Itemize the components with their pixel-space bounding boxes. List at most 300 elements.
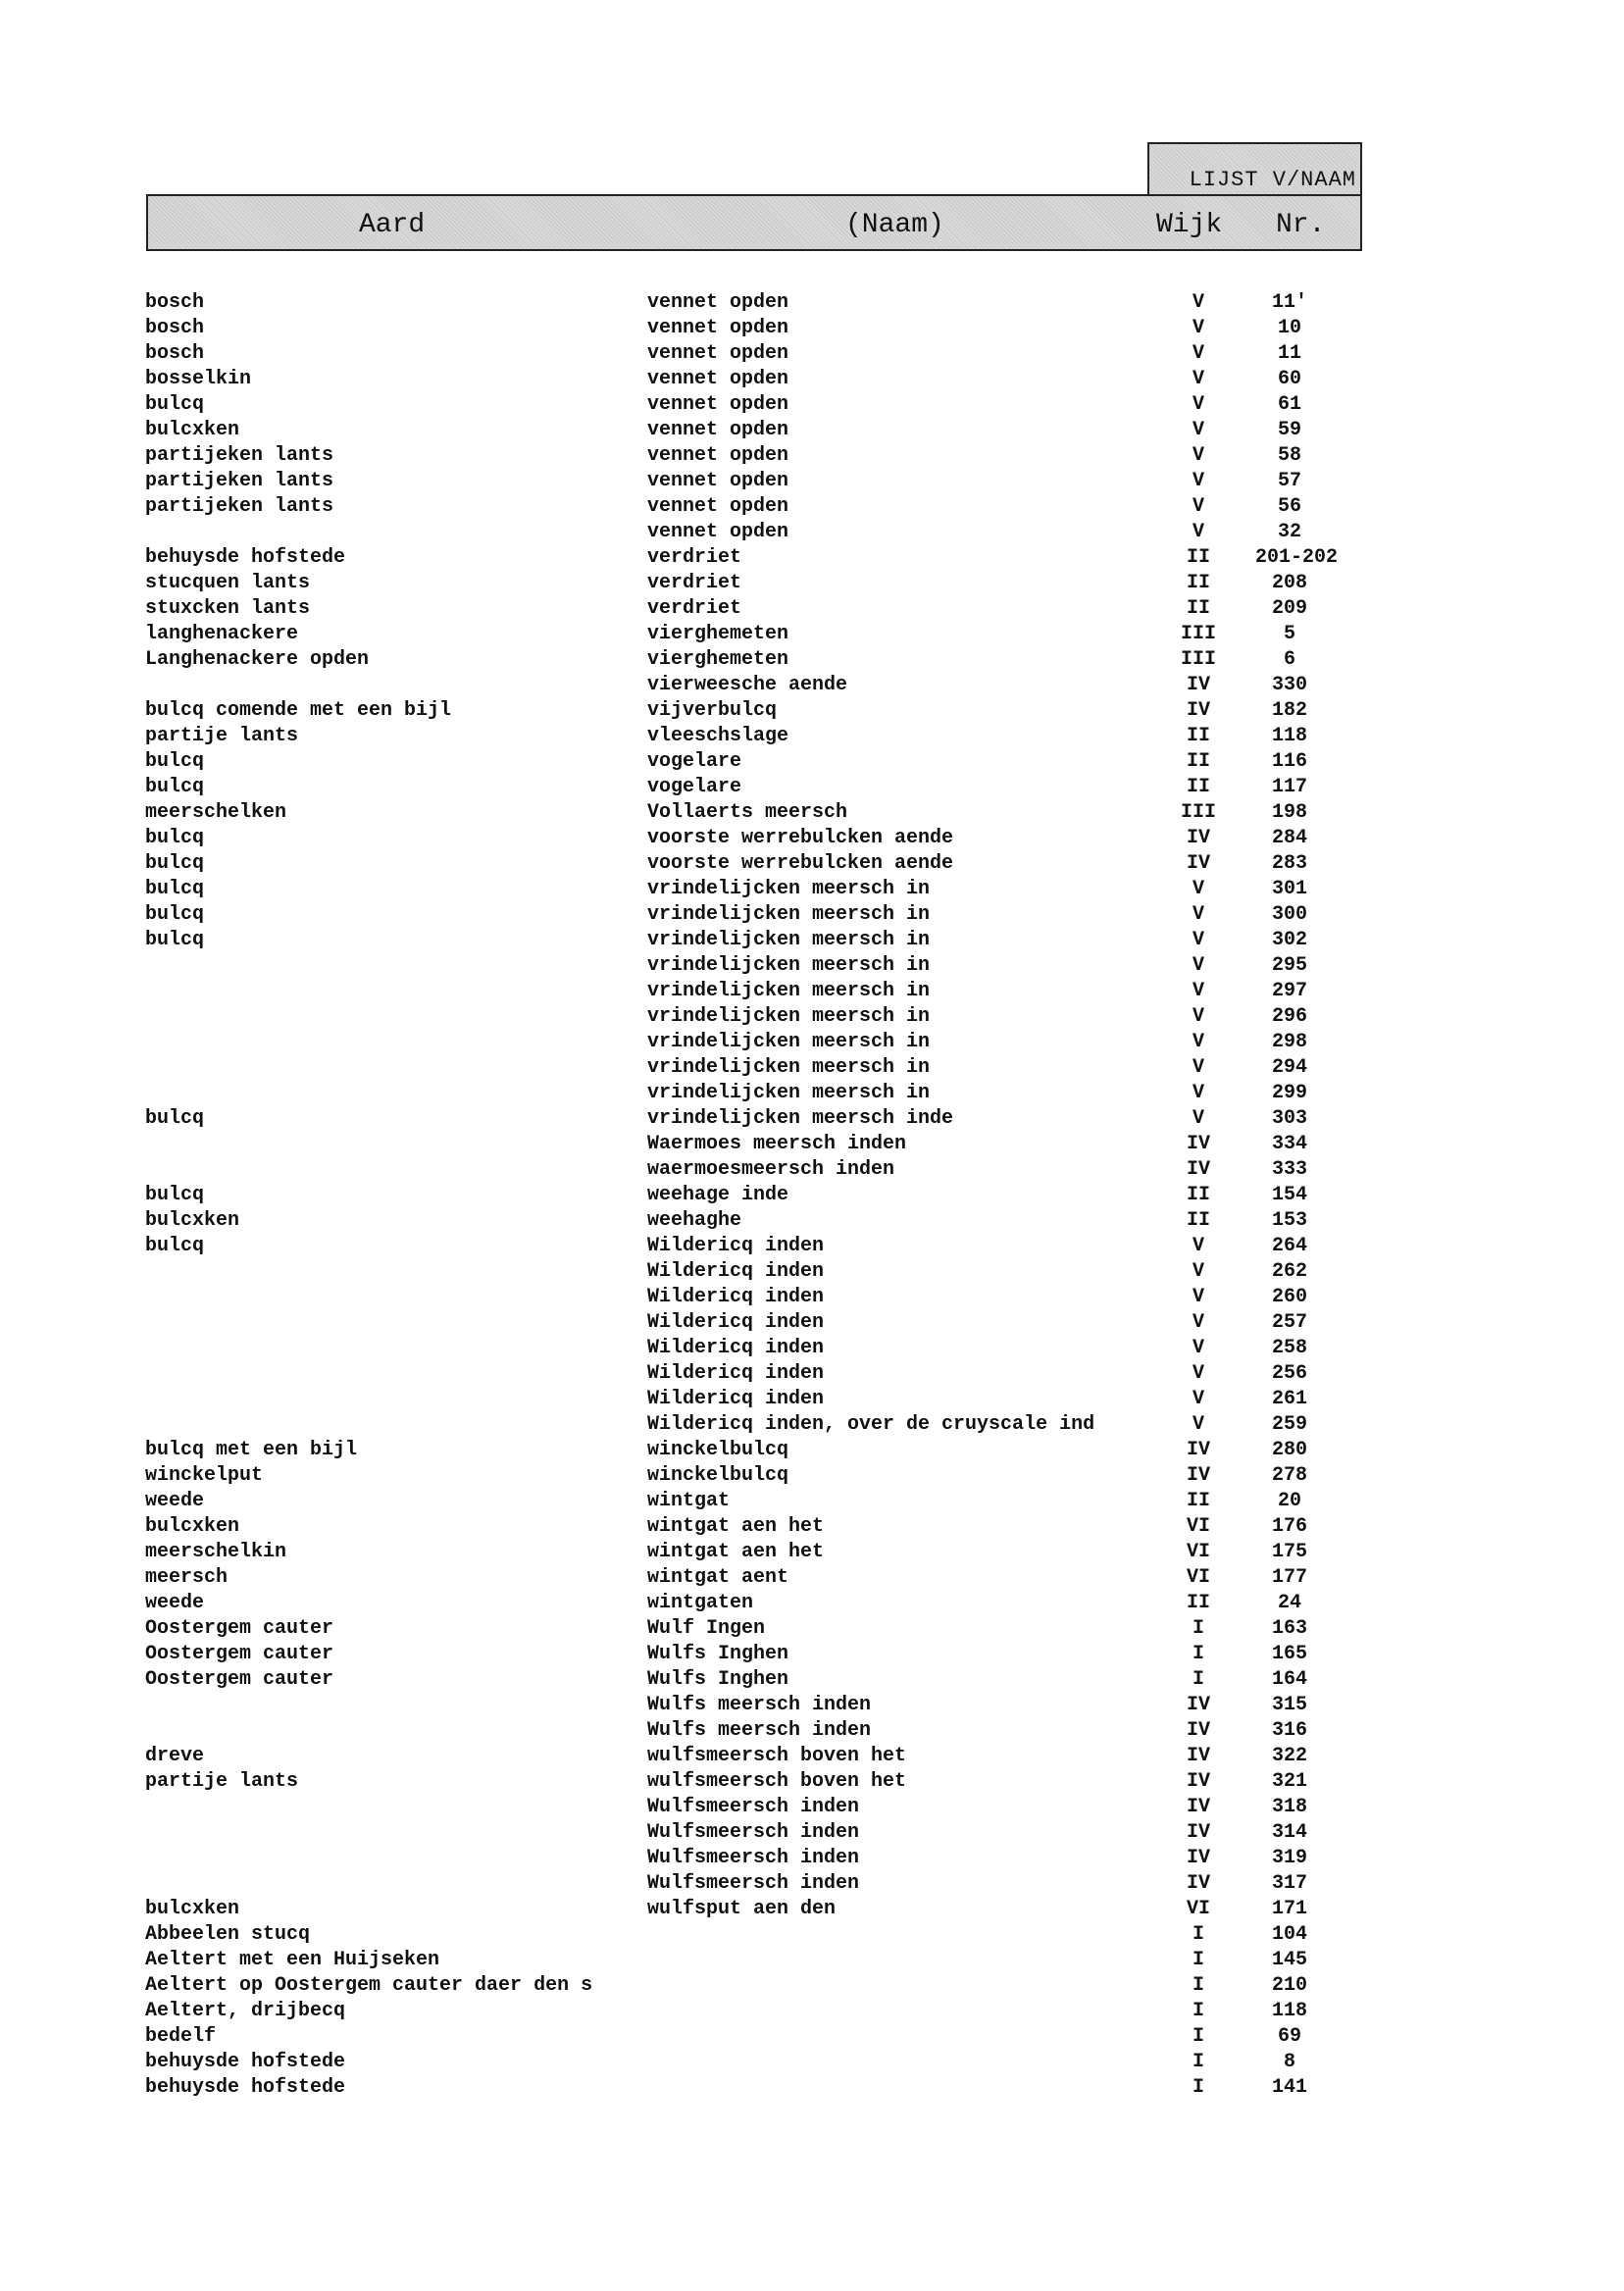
cell-naam: vennet opden [647,368,789,390]
table-row [0,443,1624,469]
cell-wijk: IV [1186,1847,1210,1869]
cell-nr: 59 [1277,419,1301,441]
cell-wijk: IV [1186,1133,1210,1155]
cell-naam: vennet opden [647,470,789,492]
table-row [0,1667,1624,1693]
cell-wijk: V [1192,1107,1204,1130]
cell-nr: 145 [1271,1949,1307,1971]
cell-naam: Waermoes meersch inden [647,1133,907,1155]
table-row [0,902,1624,928]
cell-naam: winckelbulcq [647,1464,789,1487]
cell-wijk: V [1192,1413,1204,1436]
cell-wijk: II [1186,597,1210,620]
cell-nr: 300 [1271,903,1307,926]
table-row [0,673,1624,698]
cell-naam: verdriet [647,546,742,569]
table-row [0,469,1624,494]
cell-naam: weehaghe [647,1209,742,1232]
table-row [0,571,1624,596]
cell-naam: Wulfsmeersch inden [647,1796,860,1818]
cell-wijk: V [1192,929,1204,951]
cell-naam: vierweesche aende [647,674,848,696]
cell-naam: vrindelijcken meersch inde [647,1107,954,1130]
cell-naam: Wildericq inden [647,1362,825,1385]
cell-nr: 317 [1271,1872,1307,1895]
cell-naam: wintgat aen het [647,1541,825,1563]
cell-aard: bulcq comende met een bijl [145,699,452,722]
cell-wijk: IV [1186,674,1210,696]
cell-nr: 24 [1277,1592,1301,1614]
cell-wijk: I [1192,2025,1204,2048]
cell-naam: wulfsmeersch boven het [647,1745,907,1767]
cell-naam: Wildericq inden, over de cruyscale ind [647,1413,1095,1436]
cell-aard: Oostergem cauter [145,1643,334,1665]
cell-wijk: IV [1186,1872,1210,1895]
cell-nr: 321 [1271,1770,1307,1793]
table-row [0,1081,1624,1106]
table-row [0,1183,1624,1208]
table-row [0,1285,1624,1310]
cell-nr: 61 [1277,393,1301,416]
cell-aard: weede [145,1592,205,1614]
cell-wijk: V [1192,368,1204,390]
cell-aard: Aeltert, drijbecq [145,2000,346,2022]
cell-wijk: II [1186,1209,1210,1232]
table-row [0,1132,1624,1157]
table-row [0,1846,1624,1871]
cell-aard: bulcxken [145,1209,240,1232]
cell-naam: wintgat aent [647,1566,789,1589]
cell-wijk: I [1192,1974,1204,1997]
cell-nr: 314 [1271,1821,1307,1844]
cell-wijk: II [1186,572,1210,594]
cell-nr: 257 [1271,1311,1307,1334]
cell-aard: bosselkin [145,368,252,390]
table-row [0,1030,1624,1055]
cell-naam: vrindelijcken meersch in [647,1031,931,1053]
cell-nr: 315 [1271,1694,1307,1716]
cell-naam: vennet opden [647,444,789,467]
table-row [0,1897,1624,1922]
cell-naam: voorste werrebulcken aende [647,827,954,849]
cell-naam: vrindelijcken meersch in [647,1082,931,1104]
cell-aard: bulcxken [145,1898,240,1920]
table-row [0,290,1624,316]
cell-nr: 334 [1271,1133,1307,1155]
cell-aard: Oostergem cauter [145,1617,334,1640]
cell-naam: vennet opden [647,521,789,543]
cell-nr: 296 [1271,1005,1307,1028]
cell-aard: bulcxken [145,1515,240,1538]
cell-nr: 210 [1271,1974,1307,1997]
cell-nr: 318 [1271,1796,1307,1818]
cell-naam: Wulf Ingen [647,1617,766,1640]
cell-naam: waermoesmeersch inden [647,1158,895,1181]
cell-nr: 295 [1271,954,1307,977]
table-row [0,928,1624,953]
cell-wijk: I [1192,1923,1204,1946]
table-row [0,2050,1624,2075]
cell-wijk: I [1192,2051,1204,2073]
cell-wijk: IV [1186,1796,1210,1818]
cell-wijk: V [1192,1031,1204,1053]
cell-wijk: II [1186,1184,1210,1206]
cell-wijk: V [1192,444,1204,467]
column-header-wijk: Wijk [1156,210,1223,240]
cell-aard: bulcq [145,750,205,773]
cell-naam: vijverbulcq [647,699,778,722]
cell-aard: Langhenackere opden [145,648,370,671]
table-row [0,1412,1624,1438]
cell-aard: partijeken lants [145,470,334,492]
table-row [0,851,1624,877]
cell-nr: 165 [1271,1643,1307,1665]
cell-naam: wintgat [647,1490,731,1512]
list-tag: LIJST V/NAAM [1189,168,1356,192]
table-row [0,1718,1624,1744]
table-row [0,1744,1624,1769]
table-row [0,1208,1624,1234]
cell-nr: 299 [1271,1082,1307,1104]
cell-wijk: V [1192,1005,1204,1028]
cell-naam: vennet opden [647,393,789,416]
table-row [0,877,1624,902]
cell-aard: bosch [145,342,205,365]
cell-wijk: V [1192,1388,1204,1410]
cell-wijk: IV [1186,1158,1210,1181]
cell-wijk: V [1192,1260,1204,1283]
cell-nr: 294 [1271,1056,1307,1079]
cell-naam: Wulfsmeersch inden [647,1821,860,1844]
table-row [0,622,1624,647]
table-row [0,724,1624,749]
cell-naam: Wildericq inden [647,1388,825,1410]
cell-naam: vrindelijcken meersch in [647,878,931,900]
cell-naam: vrindelijcken meersch in [647,954,931,977]
table-row [0,1106,1624,1132]
cell-naam: Wildericq inden [647,1235,825,1257]
cell-naam: vrindelijcken meersch in [647,929,931,951]
cell-aard: bulcq [145,852,205,875]
cell-wijk: I [1192,1617,1204,1640]
cell-nr: 175 [1271,1541,1307,1563]
cell-wijk: II [1186,750,1210,773]
table-row [0,647,1624,673]
cell-nr: 283 [1271,852,1307,875]
table-row [0,1999,1624,2024]
cell-wijk: V [1192,1082,1204,1104]
cell-nr: 118 [1271,725,1307,747]
cell-aard: behuysde hofstede [145,2076,346,2099]
table-row [0,1438,1624,1463]
cell-aard: weede [145,1490,205,1512]
table-row [0,1489,1624,1514]
cell-aard: meersch [145,1566,228,1589]
cell-naam: weehage inde [647,1184,789,1206]
cell-wijk: III [1180,801,1216,824]
cell-naam: vrindelijcken meersch in [647,1056,931,1079]
table-row [0,1514,1624,1540]
table-row [0,494,1624,520]
table-row [0,1540,1624,1565]
cell-aard: Oostergem cauter [145,1668,334,1691]
cell-naam: Wildericq inden [647,1260,825,1283]
cell-wijk: I [1192,1668,1204,1691]
cell-wijk: IV [1186,699,1210,722]
cell-nr: 261 [1271,1388,1307,1410]
cell-wijk: I [1192,1949,1204,1971]
cell-aard: bulcq [145,393,205,416]
cell-naam: vrindelijcken meersch in [647,980,931,1002]
cell-naam: vennet opden [647,495,789,518]
cell-aard: Aeltert op Oostergem cauter daer den s [145,1974,593,1997]
table-row [0,316,1624,341]
cell-wijk: IV [1186,1770,1210,1793]
cell-naam: vrindelijcken meersch in [647,903,931,926]
cell-nr: 260 [1271,1286,1307,1308]
table-row [0,1973,1624,1999]
cell-naam: Wulfs Inghen [647,1668,789,1691]
cell-wijk: V [1192,1286,1204,1308]
cell-wijk: I [1192,2076,1204,2099]
cell-naam: Wulfsmeersch inden [647,1872,860,1895]
cell-nr: 182 [1271,699,1307,722]
cell-naam: Wildericq inden [647,1286,825,1308]
cell-wijk: V [1192,291,1204,314]
cell-nr: 57 [1277,470,1301,492]
cell-nr: 303 [1271,1107,1307,1130]
cell-aard: behuysde hofstede [145,2051,346,2073]
cell-wijk: I [1192,1643,1204,1665]
cell-aard: bosch [145,291,205,314]
table-row [0,1259,1624,1285]
cell-aard: bulcq [145,929,205,951]
table-row [0,418,1624,443]
cell-nr: 256 [1271,1362,1307,1385]
cell-wijk: V [1192,1056,1204,1079]
cell-wijk: III [1180,648,1216,671]
cell-wijk: II [1186,546,1210,569]
cell-nr: 118 [1271,2000,1307,2022]
cell-naam: Wulfs Inghen [647,1643,789,1665]
table-row [0,520,1624,545]
cell-aard: bulcq [145,776,205,798]
table-row [0,775,1624,800]
table-row [0,1565,1624,1591]
list-table [0,290,1624,2101]
cell-nr: 176 [1271,1515,1307,1538]
table-row [0,596,1624,622]
cell-wijk: V [1192,521,1204,543]
cell-naam: Wulfsmeersch inden [647,1847,860,1869]
table-row [0,1361,1624,1387]
table-row [0,1310,1624,1336]
cell-aard: Aeltert met een Huijseken [145,1949,440,1971]
table-row [0,1922,1624,1948]
column-header-nr: Nr. [1276,210,1326,240]
table-row [0,1463,1624,1489]
cell-nr: 208 [1271,572,1307,594]
cell-aard: winckelput [145,1464,264,1487]
cell-wijk: VI [1186,1566,1210,1589]
table-row [0,2024,1624,2050]
cell-nr: 116 [1271,750,1307,773]
cell-nr: 154 [1271,1184,1307,1206]
cell-nr: 319 [1271,1847,1307,1869]
cell-aard: Abbeelen stucq [145,1923,311,1946]
table-row [0,1693,1624,1718]
cell-naam: wintgat aen het [647,1515,825,1538]
table-row [0,1642,1624,1667]
cell-nr: 32 [1277,521,1301,543]
cell-naam: Wulfs meersch inden [647,1719,872,1742]
cell-naam: vierghemeten [647,623,789,645]
cell-wijk: V [1192,495,1204,518]
cell-wijk: VI [1186,1898,1210,1920]
table-row [0,1948,1624,1973]
cell-naam: vogelare [647,776,742,798]
cell-nr: 69 [1277,2025,1301,2048]
cell-nr: 259 [1271,1413,1307,1436]
column-header-aard: Aard [359,210,426,240]
cell-nr: 117 [1271,776,1307,798]
cell-naam: Vollaerts meersch [647,801,848,824]
cell-aard: stucquen lants [145,572,311,594]
cell-aard: behuysde hofstede [145,546,346,569]
table-row [0,1769,1624,1795]
table-row [0,392,1624,418]
cell-naam: Wulfs meersch inden [647,1694,872,1716]
cell-naam: vennet opden [647,419,789,441]
cell-naam: voorste werrebulcken aende [647,852,954,875]
table-row [0,1871,1624,1897]
cell-nr: 11 [1277,342,1301,365]
cell-nr: 322 [1271,1745,1307,1767]
cell-wijk: V [1192,419,1204,441]
table-row [0,1234,1624,1259]
table-row [0,545,1624,571]
cell-naam: wintgaten [647,1592,754,1614]
cell-wijk: V [1192,470,1204,492]
cell-wijk: II [1186,776,1210,798]
cell-aard: partije lants [145,1770,299,1793]
cell-nr: 153 [1271,1209,1307,1232]
cell-nr: 60 [1277,368,1301,390]
table-row [0,826,1624,851]
list-tag-box [1147,142,1362,196]
cell-naam: vogelare [647,750,742,773]
cell-wijk: VI [1186,1541,1210,1563]
cell-nr: 11' [1271,291,1307,314]
cell-wijk: V [1192,342,1204,365]
cell-aard: stuxcken lants [145,597,311,620]
cell-wijk: V [1192,954,1204,977]
cell-aard: bulcq met een bijl [145,1439,358,1461]
cell-naam: vleeschslage [647,725,789,747]
cell-nr: 6 [1283,648,1295,671]
cell-aard: meerschelkin [145,1541,287,1563]
cell-aard: bulcq [145,1184,205,1206]
cell-aard: bosch [145,317,205,339]
cell-wijk: V [1192,1362,1204,1385]
cell-aard: bulcq [145,903,205,926]
cell-aard: dreve [145,1745,205,1767]
cell-naam: verdriet [647,572,742,594]
cell-nr: 104 [1271,1923,1307,1946]
table-row [0,1004,1624,1030]
table-row [0,1387,1624,1412]
cell-naam: wulfsput aen den [647,1898,837,1920]
cell-nr: 302 [1271,929,1307,951]
cell-wijk: IV [1186,827,1210,849]
cell-nr: 258 [1271,1337,1307,1359]
cell-aard: langhenackere [145,623,299,645]
cell-wijk: IV [1186,1821,1210,1844]
cell-nr: 298 [1271,1031,1307,1053]
table-row [0,1055,1624,1081]
cell-aard: bulcq [145,1235,205,1257]
table-row [0,800,1624,826]
cell-wijk: I [1192,2000,1204,2022]
column-header-naam: (Naam) [845,210,944,240]
cell-nr: 164 [1271,1668,1307,1691]
cell-nr: 56 [1277,495,1301,518]
cell-nr: 262 [1271,1260,1307,1283]
cell-aard: partijeken lants [145,495,334,518]
cell-nr: 5 [1283,623,1295,645]
cell-aard: bulcq [145,827,205,849]
cell-wijk: V [1192,980,1204,1002]
table-row [0,953,1624,979]
column-header-bar [146,194,1362,251]
cell-nr: 163 [1271,1617,1307,1640]
cell-nr: 284 [1271,827,1307,849]
cell-wijk: II [1186,725,1210,747]
table-row [0,749,1624,775]
table-row [0,341,1624,367]
cell-wijk: VI [1186,1515,1210,1538]
cell-nr: 301 [1271,878,1307,900]
table-row [0,1336,1624,1361]
cell-nr: 278 [1271,1464,1307,1487]
table-row [0,1616,1624,1642]
cell-wijk: IV [1186,1745,1210,1767]
cell-nr: 280 [1271,1439,1307,1461]
cell-wijk: II [1186,1490,1210,1512]
cell-wijk: V [1192,393,1204,416]
cell-nr: 198 [1271,801,1307,824]
cell-nr: 209 [1271,597,1307,620]
cell-naam: vrindelijcken meersch in [647,1005,931,1028]
cell-aard: meerschelken [145,801,287,824]
cell-naam: vennet opden [647,317,789,339]
cell-aard: bulcxken [145,419,240,441]
cell-aard: bulcq [145,878,205,900]
cell-wijk: V [1192,1337,1204,1359]
cell-wijk: IV [1186,1694,1210,1716]
cell-aard: partijeken lants [145,444,334,467]
cell-wijk: II [1186,1592,1210,1614]
cell-naam: vierghemeten [647,648,789,671]
table-row [0,979,1624,1004]
cell-nr: 141 [1271,2076,1307,2099]
cell-wijk: V [1192,1235,1204,1257]
cell-aard: bulcq [145,1107,205,1130]
cell-wijk: IV [1186,1439,1210,1461]
cell-nr: 8 [1283,2051,1295,2073]
cell-nr: 177 [1271,1566,1307,1589]
table-row [0,1157,1624,1183]
